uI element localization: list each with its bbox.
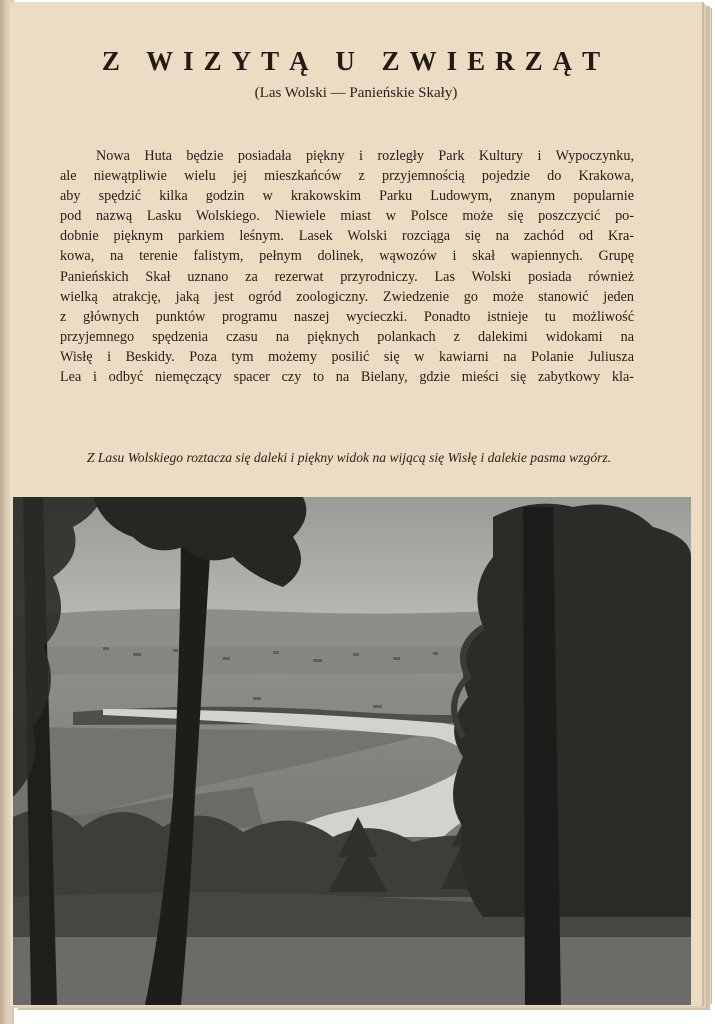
body-line: ale niewątpliwie wielu jej mieszkańców z przyjemnością pojedzie do Krakowa, [60, 168, 634, 185]
page-title: Z WIZYTĄ U ZWIERZĄT [101, 46, 611, 76]
body-line: pod nazwą Lasku Wolskiego. Niewiele miast w Polsce może się poszczycić po- [60, 208, 634, 225]
body-line: Lea i odbyć niemęczący spacer czy to na Bielany, gdzie mieści się zabytkowy kla- [60, 369, 634, 386]
body-line: Panieńskich Skał uznano za rezerwat przyrodniczy. Las Wolski posiada również [60, 268, 634, 285]
body-line: Wisłę i Beskidy. Poza tym możemy posilić się w kawiarni na Polanie Juliusza [60, 348, 634, 365]
body-line: kowa, na terenie falistym, pełnym dolinek, wąwozów i skał wapiennych. Grupę [60, 248, 634, 265]
body-line: przyjemnego spędzenia czasu na pięknych polankach z dalekimi widokami na [60, 328, 634, 345]
landscape-photo [13, 497, 691, 1005]
body-line: wielką atrakcję, jaką jest ogród zoologiczny. Zwiedzenie go może stanowić jeden [60, 288, 634, 305]
body-line: z głównych punktów programu naszej wycieczki. Ponadto istnieje tu możliwość [60, 308, 634, 325]
body-line: Nowa Huta będzie posiadała piękny i rozległy Park Kultury i Wypoczynku, [96, 148, 634, 164]
landscape-illustration [13, 497, 691, 1005]
body-line: dobnie pięknym parkiem leśnym. Lasek Wolski rozciąga się na zachód od Kra- [60, 228, 634, 245]
article-body [60, 146, 634, 387]
page-subtitle: (Las Wolski — Panieńskie Skały) [254, 85, 458, 101]
body-line: aby spędzić kilka godzin w krakowskim Parku Ludowym, znanym popularnie [60, 188, 634, 205]
photo-caption: Z Lasu Wolskiego roztacza się daleki i piękny widok na wijącą się Wisłę i dalekie pasma wzgórz. [86, 450, 612, 465]
